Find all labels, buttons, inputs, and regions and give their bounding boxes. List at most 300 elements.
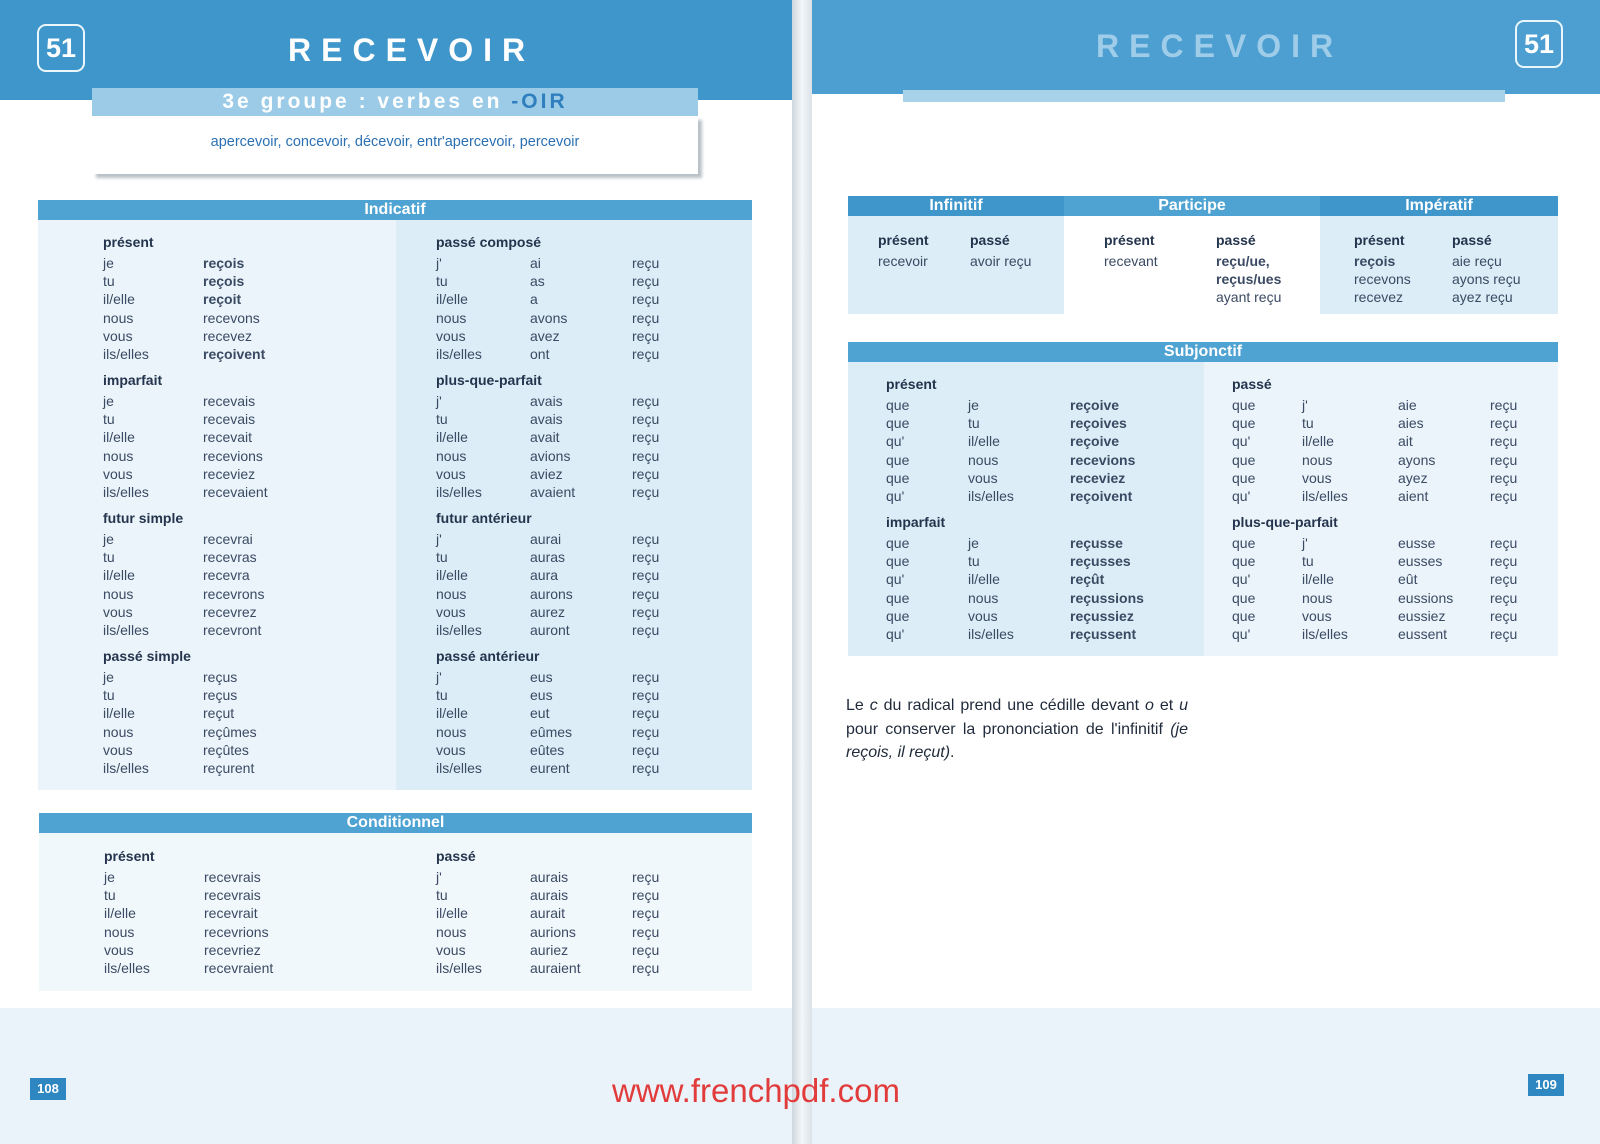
auxiliary: aient [1398, 487, 1429, 504]
conjugation-row [103, 530, 383, 548]
auxiliary: aie [1398, 397, 1417, 413]
auxiliary: vous [1302, 469, 1332, 486]
auxiliary: j' [1302, 535, 1308, 551]
verb-form: reçu [632, 429, 660, 446]
pronoun: nous [103, 309, 134, 326]
form: ayant reçu [1216, 289, 1282, 306]
conjugation-row [436, 904, 736, 922]
pronoun: qu' [886, 625, 905, 642]
note-text: et [1153, 697, 1180, 714]
conjugation-row [103, 668, 383, 686]
conjugation-row [103, 428, 383, 446]
verb-form: reçu [632, 723, 660, 740]
tense-name: plus-que-parfait [436, 372, 542, 388]
verb-form: reçu [632, 447, 660, 464]
conjugation-row [103, 465, 383, 483]
auxiliary: aurait [530, 905, 566, 922]
auxiliary: aurais [530, 887, 569, 904]
verb-form: reçu [632, 887, 660, 904]
verb-form: recevrons [203, 585, 265, 602]
auxiliary: eusse [1398, 535, 1436, 551]
auxiliary: eut [530, 705, 550, 722]
pronoun: j' [436, 531, 442, 547]
auxiliary: as [530, 273, 545, 290]
conjugation-row [436, 686, 736, 704]
conjugation-row [886, 396, 1186, 414]
pronoun: qu' [1232, 433, 1251, 450]
conjugation-row [1232, 451, 1552, 469]
verb-form: reçu [1490, 451, 1518, 468]
verb-form: reçu [632, 759, 660, 776]
tense-name: présent [886, 376, 937, 392]
verb-form: recevra [203, 567, 250, 584]
pronoun: nous [436, 723, 467, 740]
mood-label: présent [878, 232, 929, 248]
conjugation-row [1232, 589, 1552, 607]
conjugation-row [103, 254, 383, 272]
verb-form: reçoit [203, 291, 242, 308]
tense-name: présent [104, 848, 155, 864]
conjugation-row [1232, 534, 1552, 552]
conjugation-row [436, 668, 736, 686]
verb-form: reçu [632, 273, 660, 290]
auxiliary: avais [530, 411, 563, 428]
verb-form: recevions [203, 447, 263, 464]
conjugation-row [103, 548, 383, 566]
conjugation-row [436, 566, 736, 584]
conjugation-row [436, 483, 736, 501]
note-letter-u: u [1179, 697, 1189, 714]
conjugation-row [103, 345, 383, 363]
subjonctif-passe [1232, 374, 1552, 505]
conjugation-row [886, 570, 1186, 588]
indicatif-passe-simple [103, 646, 383, 777]
conjugation-row [886, 469, 1186, 487]
auxiliary: tu [968, 415, 980, 432]
pronoun: ils/elles [103, 759, 149, 776]
pronoun: vous [436, 465, 466, 482]
pronoun: il/elle [103, 291, 135, 308]
form: avoir reçu [970, 253, 1032, 269]
verb-form: reçu [632, 621, 660, 638]
verb-form: reçusse [1070, 535, 1123, 551]
verb-form: reçu [632, 327, 660, 344]
verb-form: reçu [632, 255, 660, 271]
page-number-left: 108 [30, 1078, 66, 1100]
pronoun: j' [436, 255, 442, 271]
conjugation-row [103, 483, 383, 501]
indicatif-futur-anterieur [436, 508, 736, 639]
tense-name: présent [103, 234, 154, 250]
conjugation-row [103, 741, 383, 759]
pronoun: nous [103, 585, 134, 602]
auxiliary: il/elle [968, 571, 1000, 588]
verb-form: reçu [1490, 553, 1518, 570]
auxiliary: aurai [530, 531, 562, 547]
pronoun: tu [103, 411, 115, 428]
conditionnel-present [104, 846, 384, 977]
auxiliary: il/elle [1302, 433, 1334, 450]
verb-form: reçoives [1070, 415, 1127, 432]
pronoun: vous [436, 327, 466, 344]
auxiliary: a [530, 291, 538, 308]
verb-form: reçu [632, 465, 660, 482]
verb-form: reçu [1490, 535, 1518, 551]
conjugation-row [436, 741, 736, 759]
verb-form: reçu [1490, 415, 1518, 432]
verb-form: reçois [203, 273, 245, 290]
verb-form: recevions [1070, 451, 1136, 468]
verb-form: reçu [632, 941, 660, 958]
conjugation-row [436, 272, 736, 290]
auxiliary: avions [530, 447, 571, 464]
tense-name: passé [1232, 376, 1272, 392]
cedilla-note [846, 694, 1188, 765]
auxiliary: avais [530, 393, 563, 409]
conjugation-row [436, 548, 736, 566]
pronoun: je [103, 393, 114, 409]
verb-form: reçu [632, 669, 660, 685]
auxiliary: eûtes [530, 741, 565, 758]
auxiliary: nous [1302, 451, 1333, 468]
auxiliary: tu [1302, 415, 1314, 432]
indicatif-heading: Indicatif [38, 200, 752, 220]
auxiliary: vous [968, 607, 998, 624]
note-example: (je reçois, il reçut) [846, 720, 1188, 761]
verb-form: reçu [632, 705, 660, 722]
conjugation-row [886, 552, 1186, 570]
auxiliary: je [968, 397, 979, 413]
conjugation-row [103, 447, 383, 465]
verb-form: reçus [203, 669, 238, 685]
conjugation-row [103, 410, 383, 428]
participe-present [1104, 230, 1158, 270]
verb-form: reçu [632, 923, 660, 940]
page-title-right: RECEVOIR [1096, 28, 1344, 64]
note-text: du radical prend une cédille devant [877, 697, 1146, 714]
auxiliary: ayez [1398, 469, 1428, 486]
imperatif-passe [1452, 230, 1520, 307]
form: reçus/ues [1216, 271, 1282, 288]
pronoun: je [103, 531, 114, 547]
conjugation-row [1232, 432, 1552, 450]
conjugation-row [1232, 625, 1552, 643]
verb-form: receviez [203, 465, 256, 482]
tense-name: passé composé [436, 234, 542, 250]
auxiliary: il/elle [968, 433, 1000, 450]
verb-number-badge-left: 51 [37, 24, 85, 72]
form: ayons reçu [1452, 271, 1521, 288]
pronoun: que [886, 397, 910, 413]
pronoun: nous [103, 723, 134, 740]
pronoun: je [103, 669, 114, 685]
conjugation-row [436, 868, 736, 886]
verb-form: recevrai [203, 531, 253, 547]
conjugation-row [104, 959, 384, 977]
pronoun: que [886, 415, 910, 432]
pronoun: que [1232, 535, 1256, 551]
right-footer-band [812, 1008, 1600, 1144]
verb-form: recevras [203, 549, 257, 566]
auxiliary: auraient [530, 959, 581, 976]
auxiliary: vous [968, 469, 998, 486]
pronoun: tu [436, 411, 448, 428]
auxiliary: tu [1302, 553, 1314, 570]
conjugation-row [886, 607, 1186, 625]
auxiliary: eusses [1398, 553, 1443, 570]
verb-form: reçu [632, 345, 660, 362]
verb-form: recevrait [204, 905, 258, 922]
verb-form: reçu [632, 309, 660, 326]
verb-form: reçussions [1070, 589, 1144, 606]
conjugation-row [104, 868, 384, 886]
pronoun: nous [104, 923, 135, 940]
conjugation-row [103, 759, 383, 777]
pronoun: il/elle [104, 905, 136, 922]
form: reçu/ue, [1216, 253, 1270, 269]
pronoun: tu [103, 273, 115, 290]
conjugation-row [886, 487, 1186, 505]
pronoun: nous [103, 447, 134, 464]
pronoun: qu' [1232, 487, 1251, 504]
conjugation-row [886, 534, 1186, 552]
conjugation-row [436, 465, 736, 483]
pronoun: ils/elles [436, 959, 482, 976]
auxiliary: avons [530, 309, 568, 326]
verb-form: reçu [1490, 469, 1518, 486]
verb-group-label [92, 88, 698, 116]
auxiliary: nous [968, 451, 999, 468]
conjugation-row [436, 759, 736, 777]
conjugation-row [436, 585, 736, 603]
conjugation-row [104, 904, 384, 922]
conjugation-row [436, 530, 736, 548]
form: reçois [1354, 253, 1396, 269]
pronoun: vous [436, 941, 466, 958]
conjugation-row [436, 327, 736, 345]
pronoun: il/elle [103, 567, 135, 584]
conjugation-row [1232, 469, 1552, 487]
indicatif-plus-que-parfait [436, 370, 736, 501]
auxiliary: eussions [1398, 589, 1454, 606]
subjonctif-heading: Subjonctif [848, 342, 1558, 362]
pronoun: vous [436, 741, 466, 758]
imperatif-present [1354, 230, 1411, 307]
pronoun: ils/elles [436, 345, 482, 362]
auxiliary: je [968, 535, 979, 551]
auxiliary: ont [530, 345, 550, 362]
auxiliary: ait [1398, 433, 1413, 450]
pronoun: tu [436, 273, 448, 290]
auxiliary: eût [1398, 571, 1418, 588]
pronoun: que [886, 607, 910, 624]
conjugation-row [886, 432, 1186, 450]
conjugation-row [886, 625, 1186, 643]
tense-name: futur simple [103, 510, 184, 526]
verb-form: reçu [632, 483, 660, 500]
right-header-strip [903, 90, 1505, 102]
participe-panel [1064, 216, 1320, 314]
verb-form: reçûmes [203, 723, 257, 740]
pronoun: il/elle [436, 429, 468, 446]
auxiliary: auriez [530, 941, 569, 958]
verb-form: recevez [203, 327, 253, 344]
pronoun: vous [103, 465, 133, 482]
verb-form: recevraient [204, 959, 274, 976]
verb-form: reçu [632, 393, 660, 409]
auxiliary: eussent [1398, 625, 1448, 642]
auxiliary: aurons [530, 585, 573, 602]
tense-name: imparfait [103, 372, 163, 388]
page-title-left: RECEVOIR [288, 32, 536, 68]
mood-label: présent [1354, 232, 1405, 248]
watermark-url: www.frenchpdf.com [612, 1072, 900, 1109]
verb-form: reçusses [1070, 553, 1131, 570]
mood-label: passé [1452, 232, 1492, 248]
pronoun: qu' [1232, 625, 1251, 642]
pronoun: tu [103, 549, 115, 566]
pronoun: nous [436, 585, 467, 602]
verb-form: recevais [203, 393, 256, 409]
auxiliary: ils/elles [968, 625, 1014, 642]
pronoun: ils/elles [103, 621, 149, 638]
form: recevant [1104, 253, 1158, 269]
verb-form: reçu [632, 567, 660, 584]
pronoun: que [1232, 451, 1256, 468]
pronoun: que [886, 553, 910, 570]
form: ayez reçu [1452, 289, 1513, 306]
verb-form: recevons [203, 309, 260, 326]
pronoun: tu [436, 549, 448, 566]
auxiliary: aurez [530, 603, 566, 620]
pronoun: j' [436, 869, 442, 885]
conjugation-row [436, 923, 736, 941]
verb-form: reçu [632, 291, 660, 308]
page-number-right: 109 [1528, 1074, 1564, 1096]
pronoun: j' [436, 669, 442, 685]
pronoun: il/elle [436, 291, 468, 308]
tense-name: imparfait [886, 514, 946, 530]
tense-name: passé [436, 848, 476, 864]
pronoun: nous [436, 447, 467, 464]
auxiliary: nous [968, 589, 999, 606]
verb-form: recevrez [203, 603, 257, 620]
verb-form: reçoivent [203, 345, 266, 362]
participe-heading: Participe [1064, 196, 1320, 216]
verb-form: reçu [632, 741, 660, 758]
conjugation-row [436, 621, 736, 639]
pronoun: ils/elles [103, 345, 149, 362]
auxiliary: eus [530, 669, 553, 685]
conjugation-row [104, 886, 384, 904]
auxiliary: aurions [530, 923, 576, 940]
verb-form: recevrions [204, 923, 269, 940]
conjugation-row [436, 410, 736, 428]
pronoun: tu [436, 887, 448, 904]
form: aie reçu [1452, 253, 1502, 269]
pronoun: nous [436, 923, 467, 940]
pronoun: vous [104, 941, 134, 958]
auxiliary: tu [968, 553, 980, 570]
verb-form: reçu [1490, 397, 1518, 413]
verb-form: reçu [632, 549, 660, 566]
verb-form: reçussiez [1070, 607, 1134, 624]
indicatif-present [103, 232, 383, 363]
auxiliary: il/elle [1302, 571, 1334, 588]
conjugation-row [436, 428, 736, 446]
conjugation-row [1232, 570, 1552, 588]
verb-form: reçu [1490, 607, 1518, 624]
verb-form: recevais [203, 411, 256, 428]
form: recevez [1354, 289, 1404, 306]
conjugation-row [436, 959, 736, 977]
verb-form: reçoive [1070, 433, 1120, 450]
conjugation-row [103, 723, 383, 741]
pronoun: il/elle [436, 567, 468, 584]
pronoun: il/elle [436, 905, 468, 922]
form: recevons [1354, 271, 1411, 288]
conjugation-row [103, 621, 383, 639]
subjonctif-imparfait [886, 512, 1186, 643]
indicatif-imparfait [103, 370, 383, 501]
form: recevoir [878, 253, 928, 269]
infinitif-passe [970, 230, 1031, 270]
pronoun: que [886, 535, 910, 551]
verb-form: reçu [632, 905, 660, 922]
pronoun: que [1232, 397, 1256, 413]
auxiliary: aura [530, 567, 559, 584]
indicatif-passe-compose [436, 232, 736, 363]
conjugation-row [103, 272, 383, 290]
auxiliary: ayons [1398, 451, 1436, 468]
pronoun: vous [436, 603, 466, 620]
conjugation-row [436, 309, 736, 327]
pronoun: que [1232, 589, 1256, 606]
pronoun: qu' [1232, 571, 1251, 588]
auxiliary: auront [530, 621, 570, 638]
tense-name: passé antérieur [436, 648, 540, 664]
conjugation-row [103, 327, 383, 345]
imperatif-heading: Impératif [1320, 196, 1558, 216]
pronoun: je [103, 255, 114, 271]
note-text: pour conserver la prononciation de l'infinitif [846, 720, 1171, 738]
auxiliary: avait [530, 429, 560, 446]
verb-form: reçois [203, 255, 245, 271]
conjugation-row [1232, 607, 1552, 625]
verb-form: receviez [1070, 469, 1126, 486]
conditionnel-heading: Conditionnel [39, 813, 752, 833]
pronoun: ils/elles [104, 959, 150, 976]
conjugation-row [103, 603, 383, 621]
conjugation-row [886, 451, 1186, 469]
auxiliary: eûmes [530, 723, 573, 740]
pronoun: que [1232, 415, 1256, 432]
pronoun: nous [436, 309, 467, 326]
verb-form: recevrais [204, 887, 261, 904]
conjugation-row [103, 585, 383, 603]
tense-name: futur antérieur [436, 510, 532, 526]
conjugation-row [103, 309, 383, 327]
conjugation-row [103, 686, 383, 704]
pronoun: que [1232, 607, 1256, 624]
note-letter-c: c [869, 697, 878, 714]
verb-form: reçût [1070, 571, 1105, 588]
pronoun: ils/elles [436, 759, 482, 776]
subjonctif-present [886, 374, 1186, 505]
conjugation-row [436, 345, 736, 363]
auxiliary: ils/elles [1302, 487, 1348, 504]
auxiliary: vous [1302, 607, 1332, 624]
